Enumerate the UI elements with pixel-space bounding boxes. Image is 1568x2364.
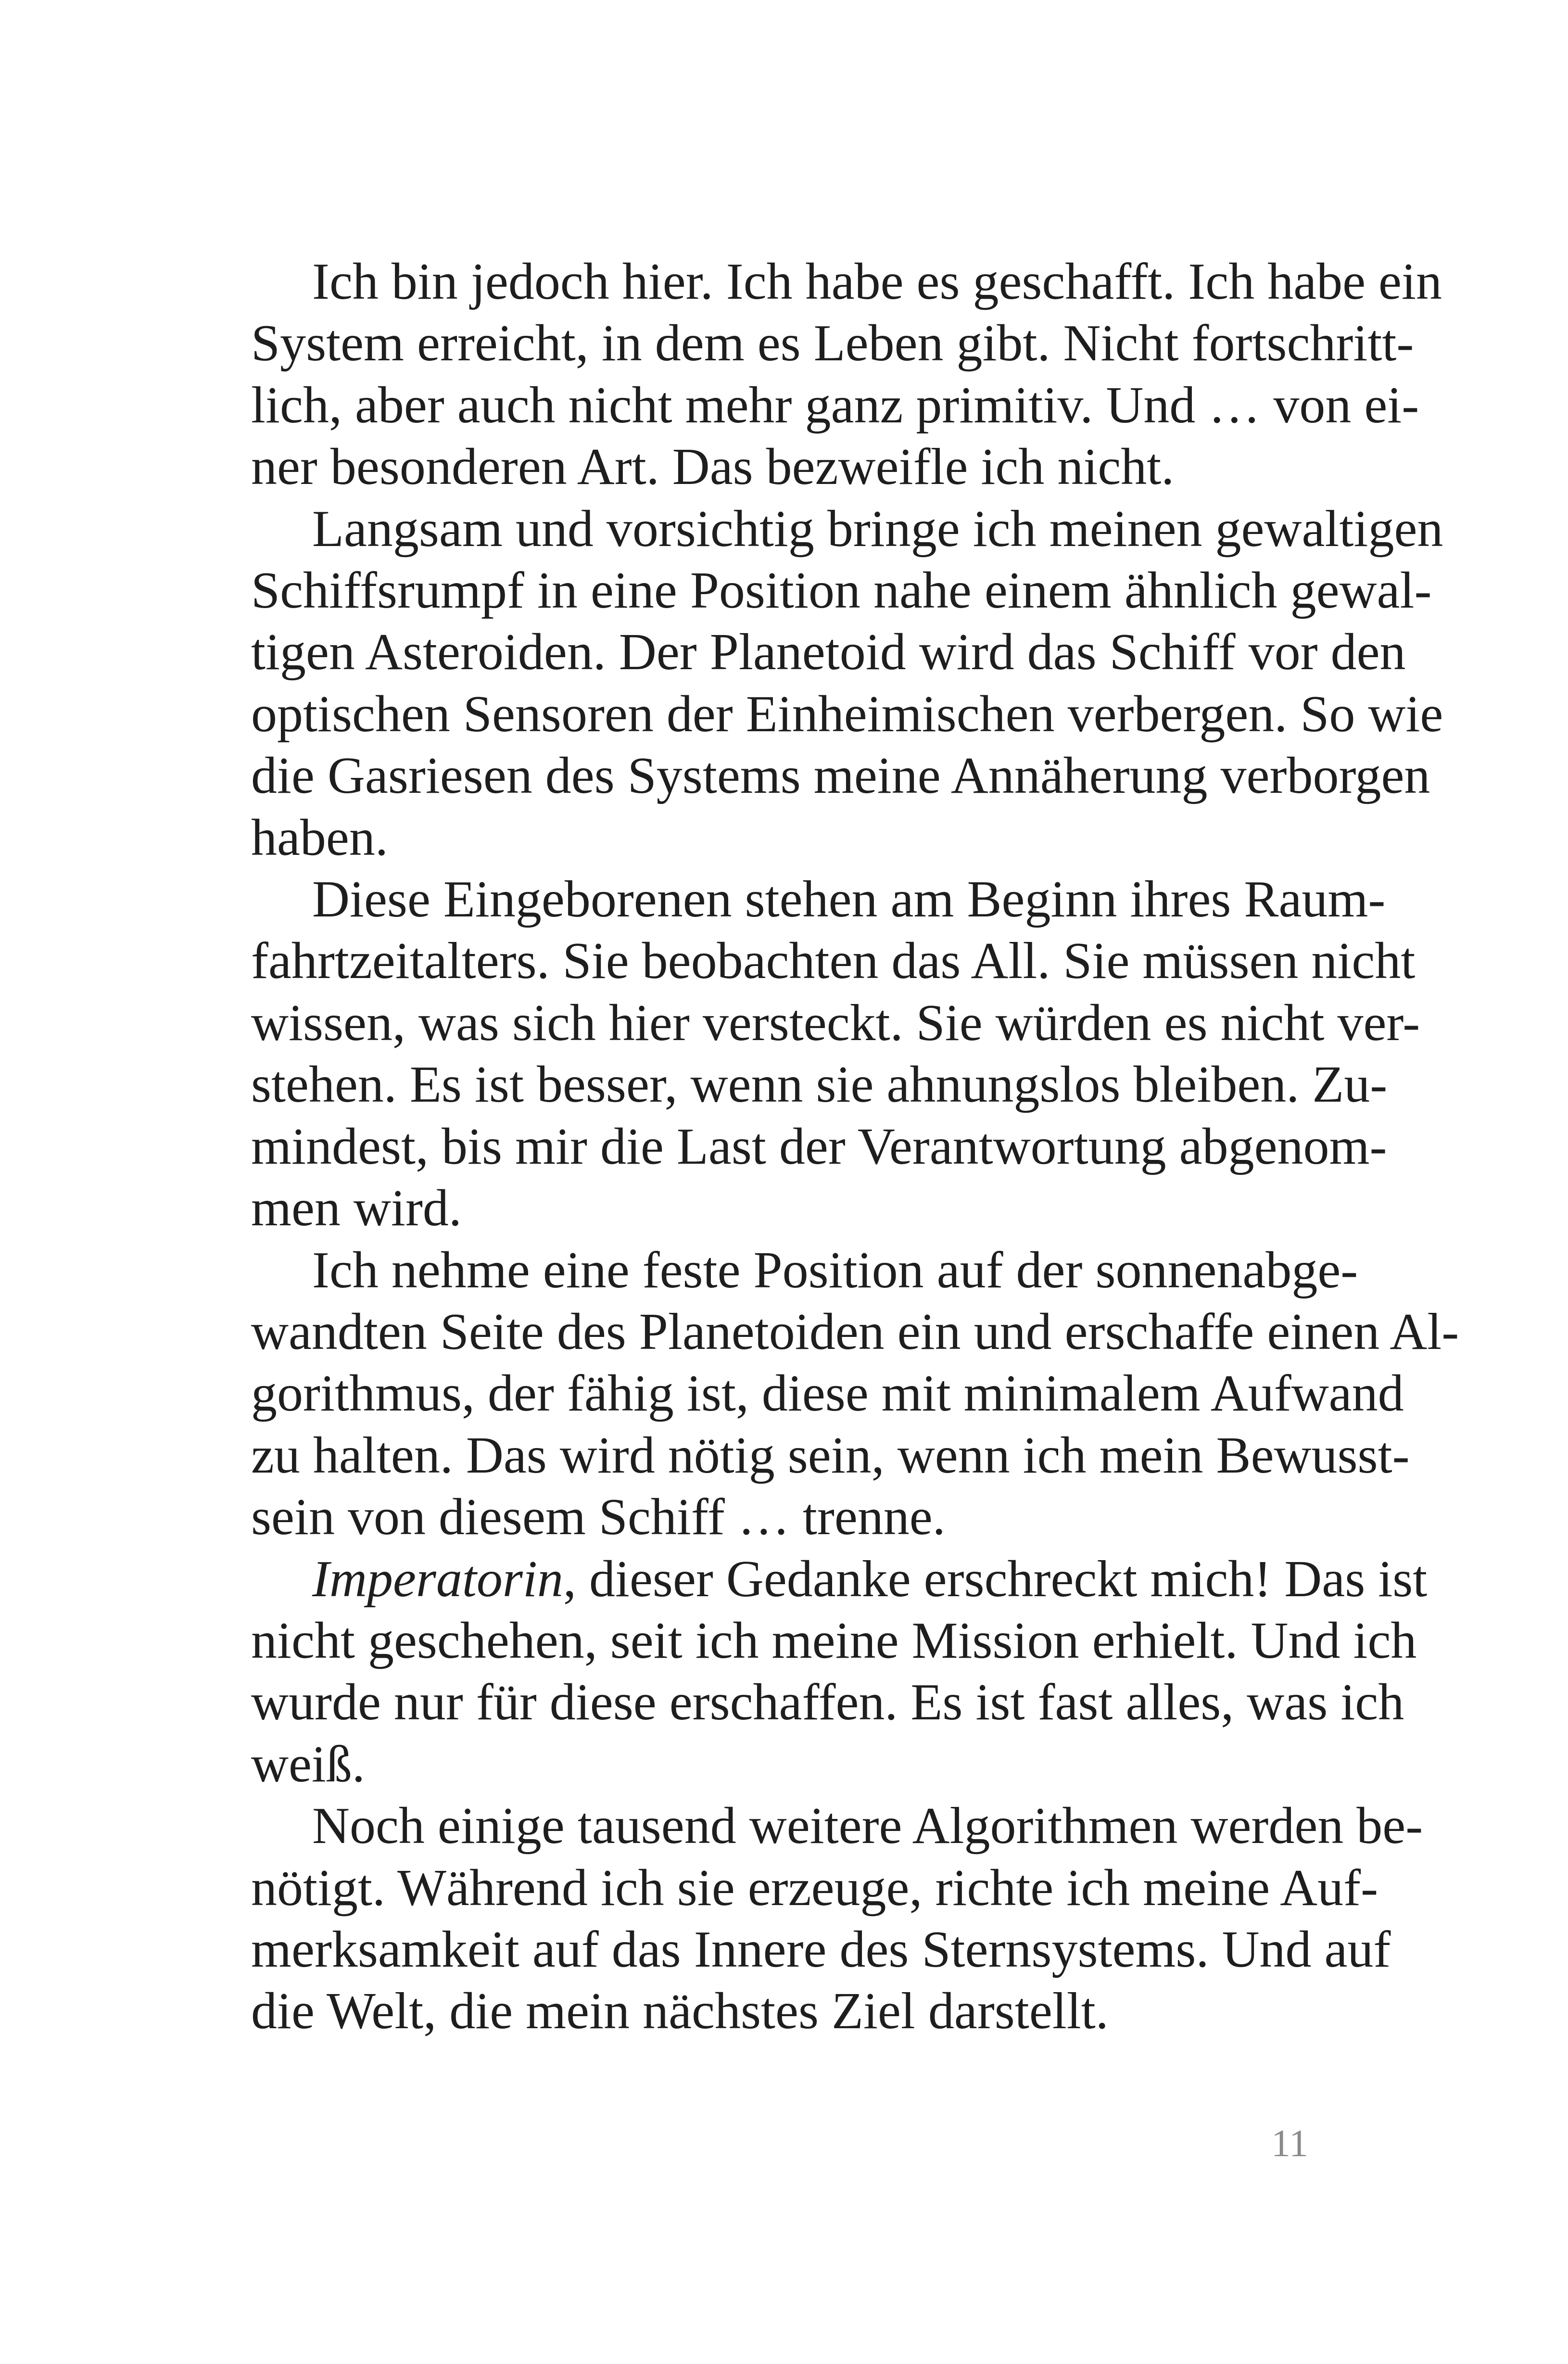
text-line: fahrtzeitalters. Sie beobachten das All. Sie müssen nicht	[251, 932, 1416, 990]
text-line: Ich bin jedoch hier. Ich habe es geschafft. Ich habe ein	[312, 253, 1442, 310]
text-line: gorithmus, der fähig ist, diese mit minimalem Aufwand	[251, 1365, 1404, 1423]
text-line-rest: , dieser Gedanke erschreckt mich! Das ist	[563, 1550, 1428, 1608]
paragraph-5	[251, 1549, 1428, 1796]
text-line: lich, aber auch nicht mehr ganz primitiv. Und … von ei-	[251, 376, 1419, 434]
body-text	[251, 251, 1459, 2043]
text-line: stehen. Es ist besser, wenn sie ahnungslos bleiben. Zu-	[251, 1056, 1388, 1114]
text-line: wurde nur für diese erschaffen. Es ist fast alles, was ich	[251, 1674, 1404, 1731]
paragraph-3	[251, 869, 1420, 1239]
text-line: optischen Sensoren der Einheimischen verbergen. So wie	[251, 685, 1443, 743]
italic-lead: Imperatorin	[312, 1550, 563, 1608]
text-line: zu halten. Das wird nötig sein, wenn ich mein Bewusst-	[251, 1426, 1410, 1484]
text-line: mindest, bis mir die Last der Verantwortung abgenom-	[251, 1118, 1387, 1175]
text-line: die Welt, die mein nächstes Ziel darstellt.	[251, 1983, 1109, 2040]
paragraph-2	[251, 498, 1443, 869]
text-line: weiß.	[251, 1735, 365, 1793]
text-line: Schiffsrumpf in eine Position nahe einem ähnlich gewal-	[251, 562, 1432, 620]
text-line: Diese Eingeborenen stehen am Beginn ihres Raum-	[312, 871, 1386, 928]
text-line: men wird.	[251, 1180, 462, 1237]
text-line: wissen, was sich hier versteckt. Sie würden es nicht ver-	[251, 994, 1420, 1052]
text-line: haben.	[251, 809, 388, 866]
text-line	[251, 1549, 1428, 1610]
text-line: wandten Seite des Planetoiden ein und erschaffe einen Al-	[251, 1303, 1459, 1360]
paragraph-6	[251, 1795, 1423, 2043]
text-line: Langsam und vorsichtig bringe ich meinen gewaltigen	[312, 500, 1443, 558]
text-line: Ich nehme eine feste Position auf der sonnenabge-	[312, 1241, 1358, 1299]
text-line: sein von diesem Schiff … trenne.	[251, 1488, 946, 1546]
text-line: nötigt. Während ich sie erzeuge, richte ich meine Auf-	[251, 1859, 1378, 1917]
text-line: tigen Asteroiden. Der Planetoid wird das Schiff vor den	[251, 623, 1406, 681]
paragraph-1	[251, 251, 1442, 498]
text-line: nicht geschehen, seit ich meine Mission erhielt. Und ich	[251, 1612, 1417, 1669]
page-number: 11	[1271, 2123, 1308, 2165]
text-line: merksamkeit auf das Innere des Sternsystems. Und auf	[251, 1920, 1391, 1978]
text-line: Noch einige tausend weitere Algorithmen werden be-	[312, 1797, 1423, 1855]
paragraph-4	[251, 1240, 1459, 1549]
text-line: ner besonderen Art. Das bezweifle ich nicht.	[251, 438, 1175, 496]
text-line: System erreicht, in dem es Leben gibt. Nicht fortschritt-	[251, 315, 1414, 372]
text-line: die Gasriesen des Systems meine Annäherung verborgen	[251, 747, 1430, 805]
